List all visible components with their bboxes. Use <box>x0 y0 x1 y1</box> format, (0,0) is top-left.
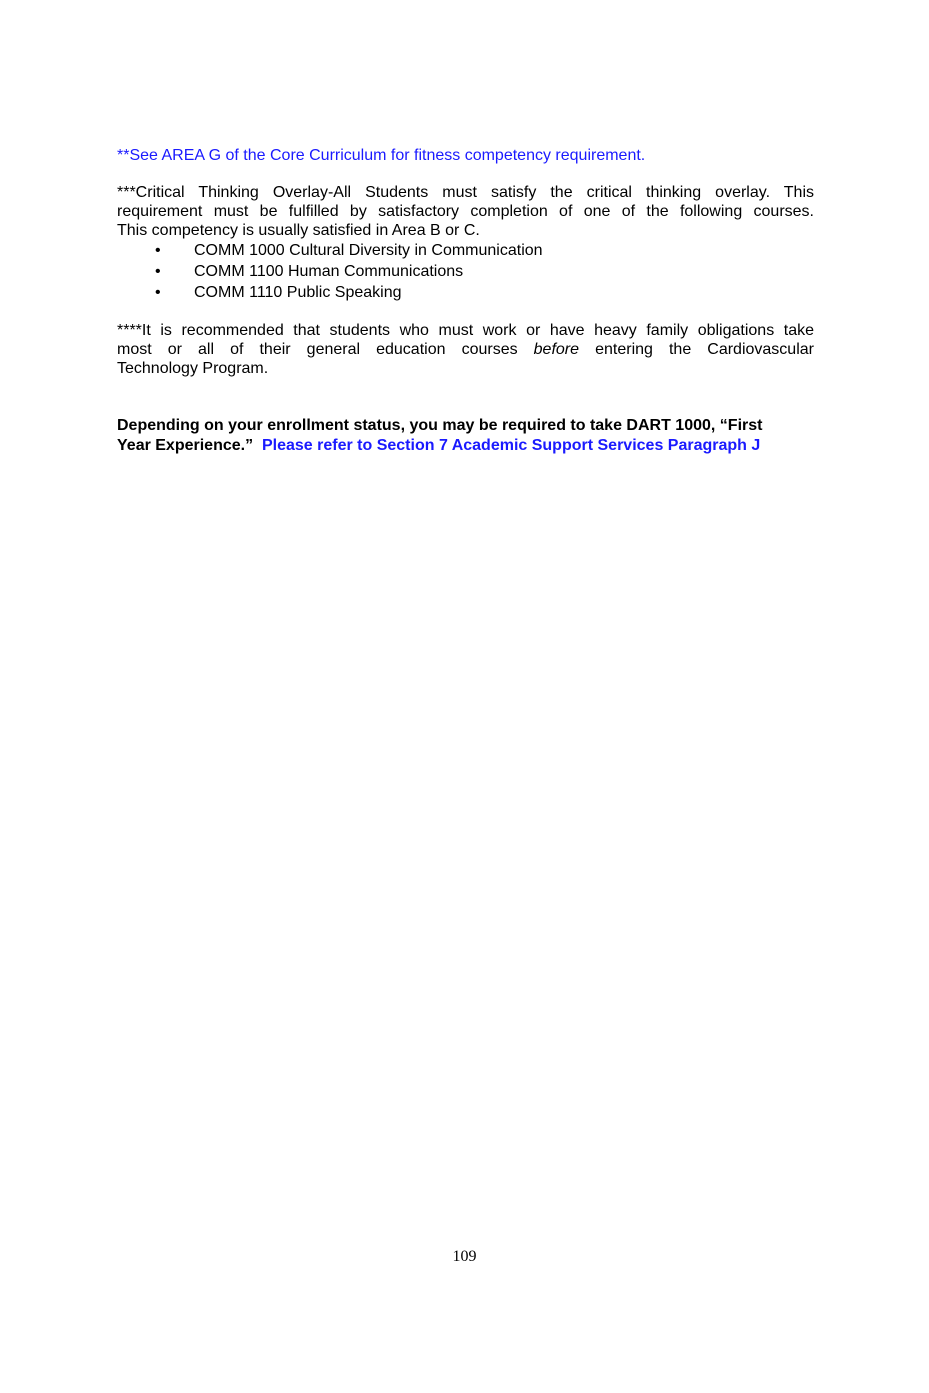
course-label: COMM 1000 Cultural Diversity in Communication <box>194 242 543 259</box>
list-item <box>117 261 814 282</box>
recommendation-line-1: ****It is recommended that students who must work or have heavy family obligations take <box>117 322 814 339</box>
critical-thinking-line-3: This competency is usually satisfied in Area B or C. <box>117 222 480 239</box>
enrollment-line-1: Depending on your enrollment status, you may be required to take DART 1000, “First <box>117 417 763 434</box>
recommendation-line-3: Technology Program. <box>117 360 269 377</box>
critical-thinking-line-2: requirement must be fulfilled by satisfactory completion of one of the following courses. <box>117 203 814 220</box>
recommendation-emphasis: before <box>533 341 580 358</box>
bullet-icon: • <box>155 284 161 301</box>
course-list <box>117 240 814 303</box>
critical-thinking-note <box>117 183 814 240</box>
bullet-icon: • <box>155 242 161 259</box>
recommendation-note <box>117 321 814 378</box>
section-reference-link: Please refer to Section 7 Academic Support Services Paragraph J <box>261 437 761 454</box>
course-label: COMM 1110 Public Speaking <box>194 284 402 301</box>
bullet-icon: • <box>155 263 161 280</box>
enrollment-line-2 <box>117 436 814 456</box>
critical-thinking-line-1: ***Critical Thinking Overlay-All Students must satisfy the critical thinking overlay. This <box>117 184 814 201</box>
recommendation-line-2 <box>117 340 814 359</box>
document-page <box>117 146 814 456</box>
recommendation-line-2-end: entering the Cardiovascular <box>595 341 814 358</box>
recommendation-line-2-start: most or all of their general education courses <box>117 341 518 358</box>
list-item <box>117 282 814 303</box>
course-label: COMM 1100 Human Communications <box>194 263 464 280</box>
page-number: 109 <box>452 1248 477 1265</box>
list-item <box>117 240 814 261</box>
enrollment-note <box>117 416 814 456</box>
fitness-note: **See AREA G of the Core Curriculum for fitness competency requirement. <box>117 147 646 164</box>
enrollment-line-2-text: Year Experience.” <box>117 437 254 454</box>
